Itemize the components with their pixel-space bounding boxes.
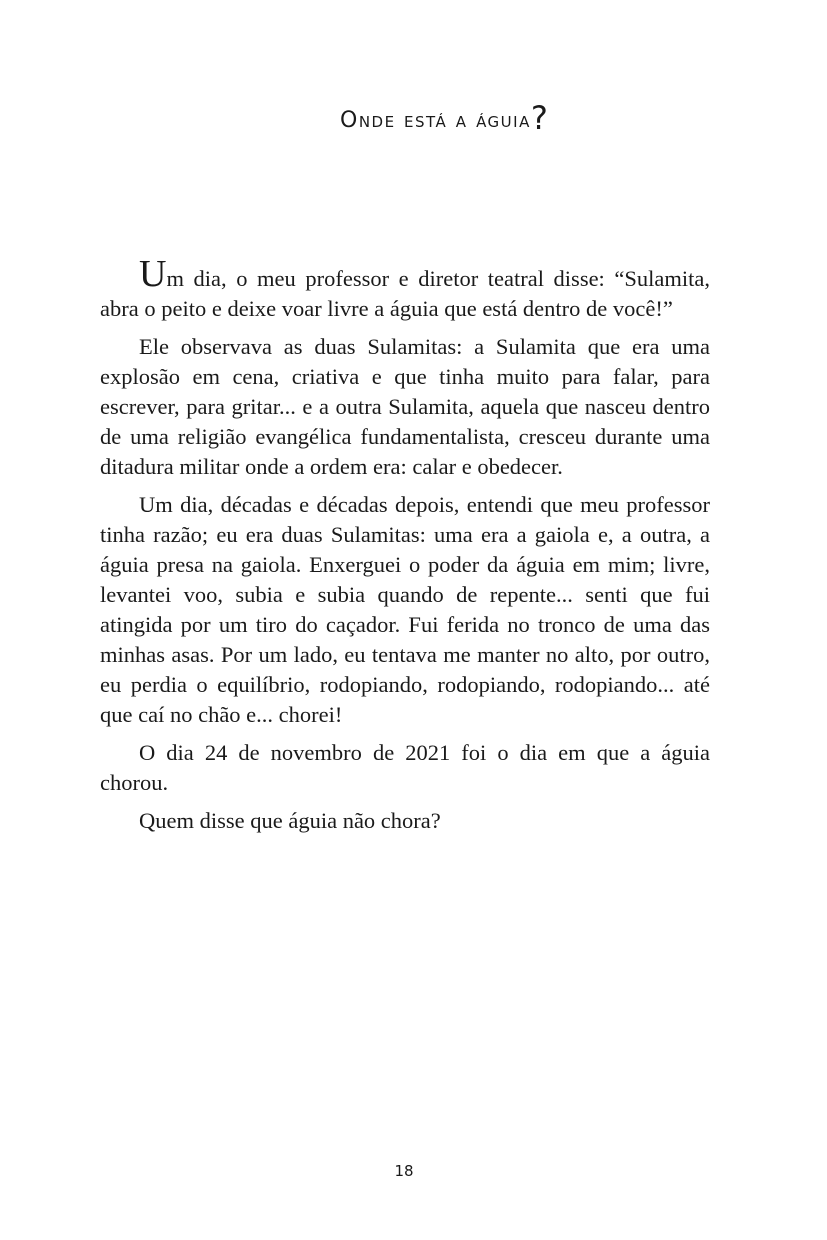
page-number: 18 <box>394 1162 414 1180</box>
paragraph-5: Quem disse que águia não chora? <box>139 808 441 833</box>
drop-initial: U <box>139 253 167 295</box>
chapter-title-question-mark: ? <box>530 99 550 137</box>
paragraph-2: Ele observava as duas Sulamitas: a Sulamita que era uma explosão em cena, criativa e que tinha muito para falar, para escrever, para gritar... e a outra Sulamita, aquela que nasceu dentro de uma religião evangélica fundamentalista, cresceu durante uma ditadura militar onde a ordem era: calar e obedecer. <box>100 334 710 479</box>
chapter-title <box>340 96 680 143</box>
chapter-title-text: Onde está a águia <box>340 108 531 133</box>
paragraph-4: O dia 24 de novembro de 2021 foi o dia em que a águia chorou. <box>100 740 710 795</box>
paragraph-1-text: m dia, o meu professor e diretor teatral disse: “Sulamita, abra o peito e deixe voar livre a águia que está dentro de você!” <box>100 266 710 321</box>
paragraph-3: Um dia, décadas e décadas depois, entendi que meu professor tinha razão; eu era duas Sulamitas: uma era a gaiola e, a outra, a águia presa na gaiola. Enxerguei o poder da águia em mim; livre, levantei voo, subia e subia quando de repente... senti que fui atingida por um tiro do caçador. Fui ferida no tronco de uma das minhas asas. Por um lado, eu tentava me manter no alto, por outro, eu perdia o equilíbrio, rodopiando, rodopiando, rodopiando... até que caí no chão e... chorei! <box>100 492 710 727</box>
chapter-body <box>100 253 710 844</box>
paragraph-1 <box>100 253 710 324</box>
